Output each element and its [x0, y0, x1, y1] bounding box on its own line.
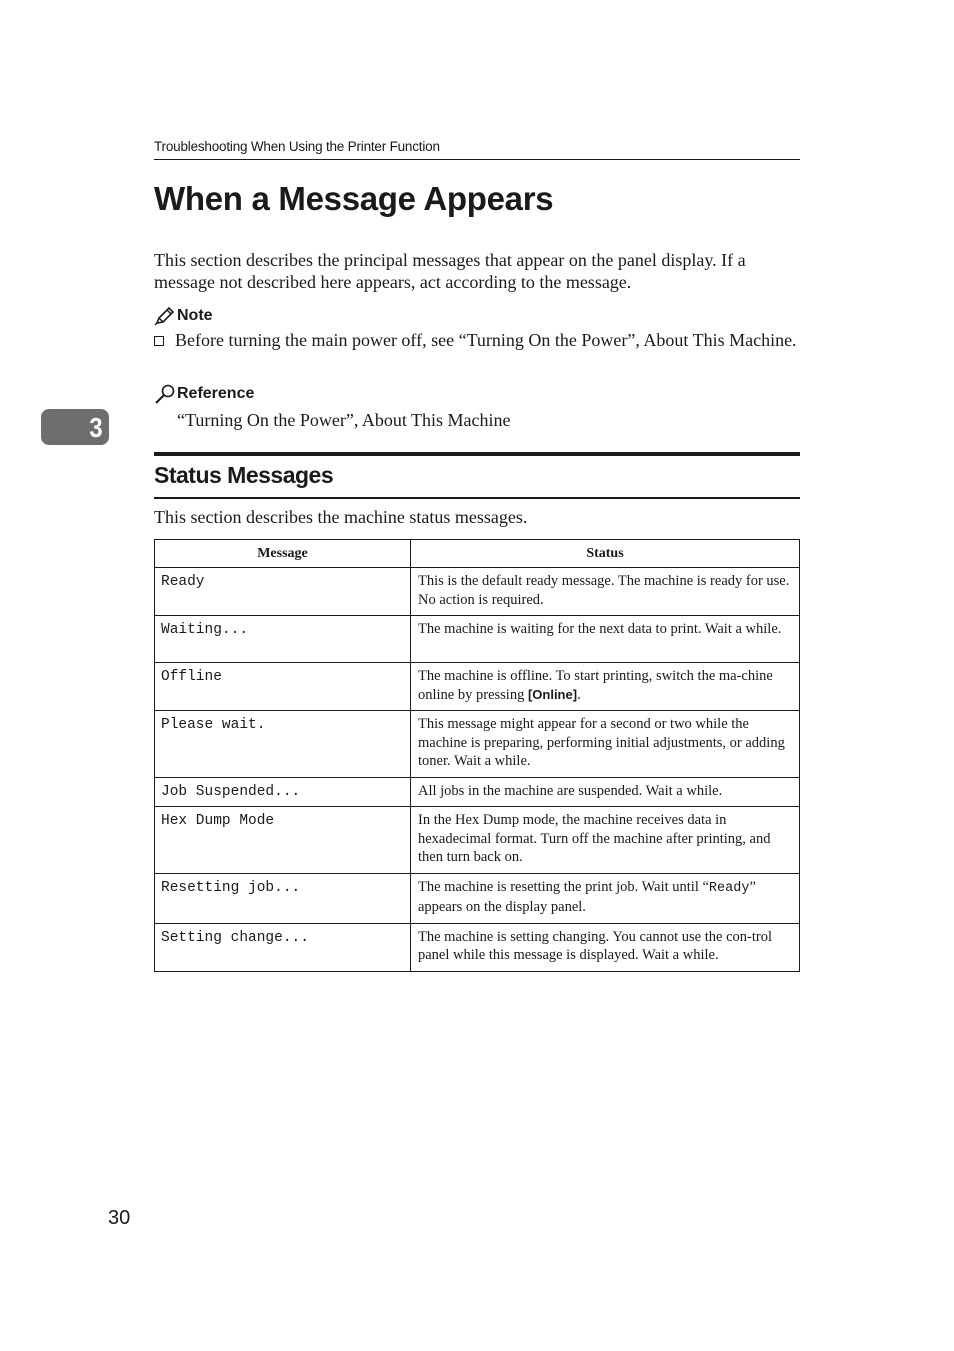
checkbox-icon: [154, 336, 164, 346]
status-text-end: .: [577, 686, 581, 703]
message-cell: Ready: [155, 568, 411, 616]
status-cell: In the Hex Dump mode, the machine receives data in hexadecimal format. Turn off the machine after printing, and then turn back on.: [411, 807, 800, 874]
table-row: [155, 807, 800, 874]
chapter-number: 3: [89, 412, 103, 443]
table-header-row: [155, 540, 800, 568]
message-cell: Please wait.: [155, 711, 411, 778]
message-cell: Resetting job...: [155, 873, 411, 923]
status-cell: All jobs in the machine are suspended. Wait a while.: [411, 777, 800, 807]
status-cell: The machine is setting changing. You cannot use the con-trol panel while this message is displayed. Wait a while.: [411, 923, 800, 971]
table-row: [155, 568, 800, 616]
status-cell: [411, 873, 800, 923]
note-item: [154, 330, 804, 352]
running-header: Troubleshooting When Using the Printer Function: [154, 139, 440, 154]
table-row: [155, 873, 800, 923]
chapter-tab: [41, 409, 109, 445]
table-row: [155, 923, 800, 971]
intro-paragraph: This section describes the principal messages that appear on the panel display. If a message not described here appears, act according to the message.: [154, 250, 746, 292]
message-cell: Setting change...: [155, 923, 411, 971]
ready-code: Ready: [708, 880, 750, 896]
section-bottom-rule: [154, 497, 800, 499]
message-cell: Hex Dump Mode: [155, 807, 411, 874]
status-cell: This message might appear for a second or two while the machine is preparing, performing initial adjustments, or adding toner. Wait a while.: [411, 711, 800, 778]
online-key-label: [Online]: [527, 686, 578, 702]
table-row: [155, 711, 800, 778]
status-text: The machine is resetting the print job. Wait until “: [418, 878, 709, 895]
note-item-text: Before turning the main power off, see “Turning On the Power”, About This Machine.: [175, 330, 797, 350]
table-row: [155, 663, 800, 711]
note-heading-label: Note: [177, 307, 213, 324]
status-text-end: ” appears on the display panel.: [418, 878, 756, 915]
message-cell: Offline: [155, 663, 411, 711]
column-header-status: Status: [411, 540, 800, 568]
status-cell: This is the default ready message. The machine is ready for use. No action is required.: [411, 568, 800, 616]
message-cell: Job Suspended...: [155, 777, 411, 807]
reference-text: “Turning On the Power”, About This Machine: [177, 410, 511, 430]
status-table: [154, 539, 800, 972]
note-heading: [154, 306, 213, 326]
page-number: 30: [108, 1207, 131, 1229]
pencil-icon: [154, 306, 176, 326]
status-cell: The machine is waiting for the next data to print. Wait a while.: [411, 616, 800, 663]
message-cell: Waiting...: [155, 616, 411, 663]
table-row: [155, 616, 800, 663]
section-top-rule: [154, 452, 800, 456]
section-title: Status Messages: [154, 462, 334, 488]
header-rule: [154, 159, 800, 160]
status-cell: [411, 663, 800, 711]
table-row: [155, 777, 800, 807]
status-text: The machine is offline. To start printing, switch the ma-chine online by pressing: [418, 668, 773, 703]
section-intro: This section describes the machine status messages.: [154, 507, 528, 527]
column-header-message: Message: [155, 540, 411, 568]
reference-heading-label: Reference: [177, 385, 255, 402]
reference-heading: [154, 384, 254, 404]
magnifier-icon: [154, 384, 176, 404]
page-title: When a Message Appears: [154, 180, 554, 217]
